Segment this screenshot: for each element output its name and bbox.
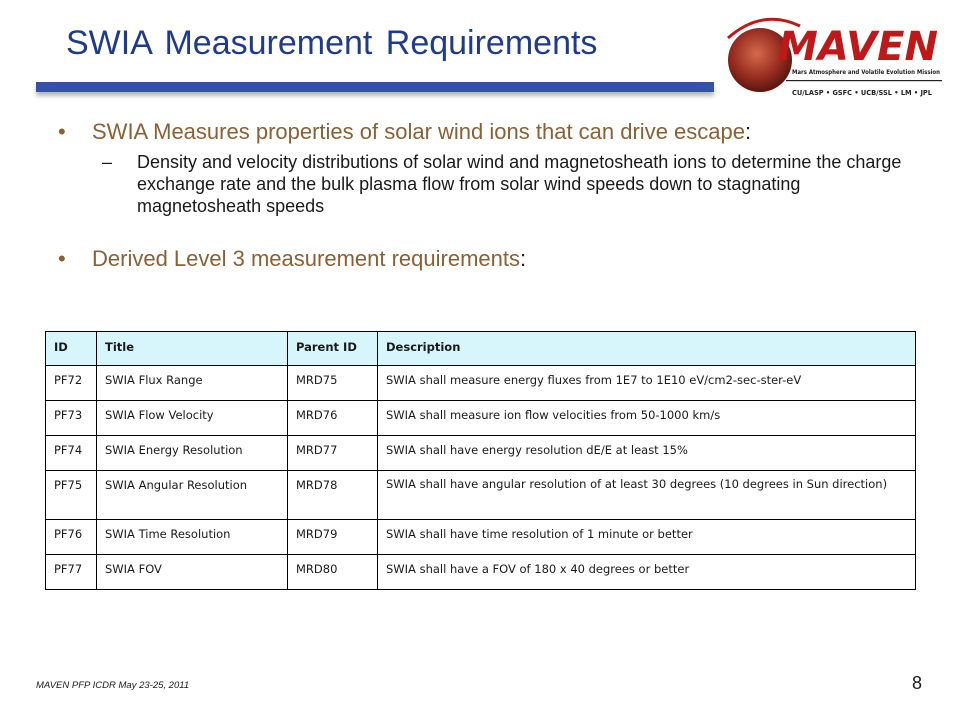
sub-bullet-1-text: Density and velocity distributions of solar wind and magnetosheath ions to determine the charge exchange rate and the bulk plasma flow from solar wind speeds down to stagnating magnetosheath speeds bbox=[137, 152, 902, 216]
table-header-row bbox=[46, 332, 916, 366]
bullet-1-text: SWIA Measures properties of solar wind ions that can drive escape bbox=[92, 119, 745, 144]
cell-description: SWIA shall measure ion flow velocities from 50-1000 km/s bbox=[378, 401, 916, 436]
cell-id: PF73 bbox=[46, 401, 97, 436]
cell-title: SWIA Angular Resolution bbox=[97, 471, 288, 520]
cell-id: PF72 bbox=[46, 366, 97, 401]
logo-wordmark: MAVEN bbox=[778, 24, 938, 70]
bullet-marker: • bbox=[58, 246, 66, 271]
page-number: 8 bbox=[912, 673, 923, 693]
slide-title: SWIA Measurement Requirements bbox=[66, 24, 598, 62]
header-id: ID bbox=[46, 332, 97, 366]
logo-tagline: Mars Atmosphere and Volatile Evolution Mission bbox=[792, 68, 941, 76]
cell-description: SWIA shall have time resolution of 1 minute or better bbox=[378, 520, 916, 555]
cell-title: SWIA FOV bbox=[97, 555, 288, 590]
bullet-1-colon: : bbox=[745, 119, 752, 144]
header-description: Description bbox=[378, 332, 916, 366]
cell-id: PF77 bbox=[46, 555, 97, 590]
cell-title: SWIA Energy Resolution bbox=[97, 436, 288, 471]
table-row bbox=[46, 436, 916, 471]
sub-bullet-marker: – bbox=[102, 152, 113, 172]
cell-parent-id: MRD77 bbox=[288, 436, 378, 471]
cell-title: SWIA Flow Velocity bbox=[97, 401, 288, 436]
sub-bullet-1 bbox=[102, 151, 908, 217]
cell-parent-id: MRD80 bbox=[288, 555, 378, 590]
table-row bbox=[46, 471, 916, 520]
requirements-table bbox=[45, 331, 916, 590]
cell-title: SWIA Flux Range bbox=[97, 366, 288, 401]
table-row bbox=[46, 366, 916, 401]
cell-parent-id: MRD79 bbox=[288, 520, 378, 555]
cell-id: PF75 bbox=[46, 471, 97, 520]
cell-description: SWIA shall have angular resolution of at least 30 degrees (10 degrees in Sun direction) bbox=[378, 471, 916, 520]
cell-parent-id: MRD78 bbox=[288, 471, 378, 520]
cell-description: SWIA shall measure energy fluxes from 1E7 to 1E10 eV/cm2-sec-ster-eV bbox=[378, 366, 916, 401]
cell-parent-id: MRD75 bbox=[288, 366, 378, 401]
header-title: Title bbox=[97, 332, 288, 366]
table-row bbox=[46, 555, 916, 590]
cell-id: PF76 bbox=[46, 520, 97, 555]
cell-description: SWIA shall have energy resolution dE/E at least 15% bbox=[378, 436, 916, 471]
bullet-2-text: Derived Level 3 measurement requirements bbox=[92, 246, 520, 271]
bullet-list bbox=[58, 118, 908, 273]
table-row bbox=[46, 401, 916, 436]
cell-title: SWIA Time Resolution bbox=[97, 520, 288, 555]
table-row bbox=[46, 520, 916, 555]
logo-partners: CU/LASP • GSFC • UCB/SSL • LM • JPL bbox=[792, 89, 933, 97]
footer-text: MAVEN PFP ICDR May 23-25, 2011 bbox=[36, 680, 190, 691]
cell-parent-id: MRD76 bbox=[288, 401, 378, 436]
header-parent-id: Parent ID bbox=[288, 332, 378, 366]
bullet-marker: • bbox=[58, 119, 66, 144]
bullet-2 bbox=[58, 245, 908, 273]
cell-id: PF74 bbox=[46, 436, 97, 471]
cell-description: SWIA shall have a FOV of 180 x 40 degrees or better bbox=[378, 555, 916, 590]
bullet-2-colon: : bbox=[519, 246, 527, 271]
maven-logo bbox=[722, 8, 944, 104]
title-underline-bar bbox=[36, 82, 714, 92]
bullet-1 bbox=[58, 118, 908, 146]
